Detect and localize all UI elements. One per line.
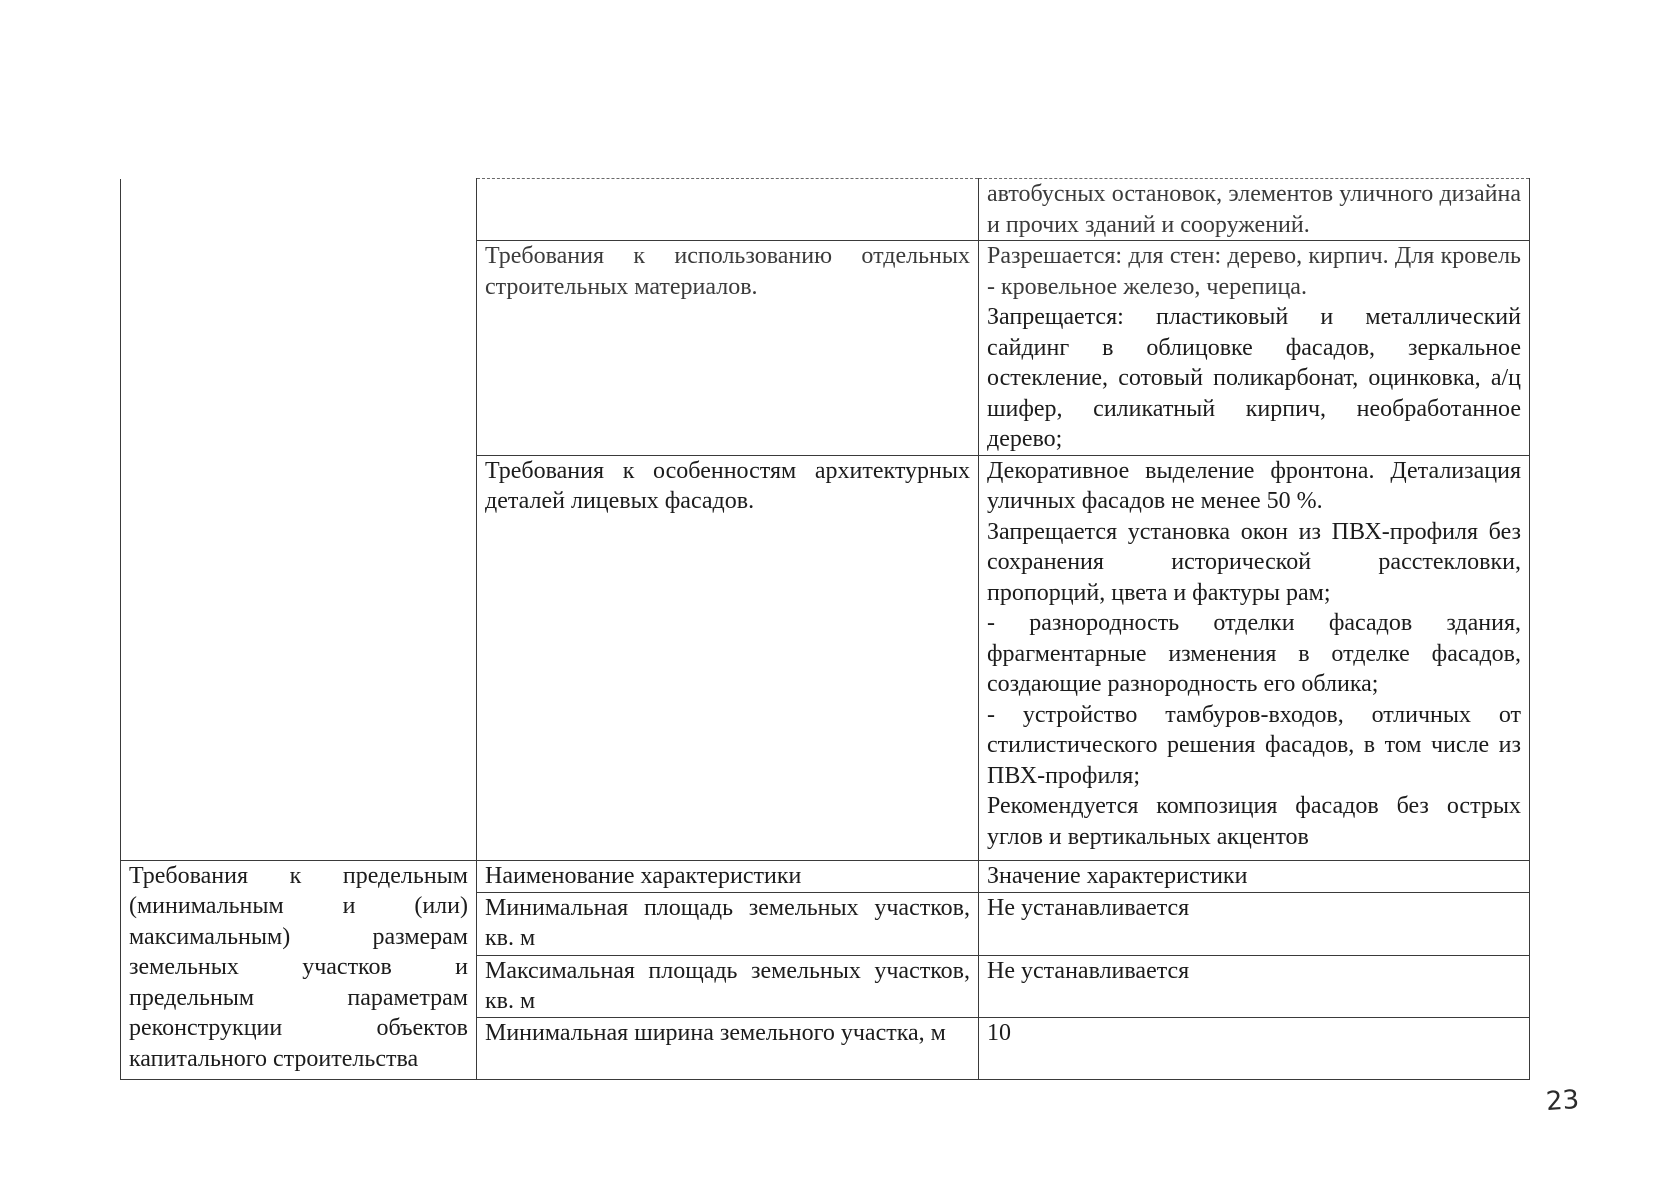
cell-text: Запрещается: пластиковый и металлический сайдинг в облицовке фасадов, зеркальное остекление, сотовый поликарбонат, оцинковка, а/ц шифер, силикатный кирпич, необработанное дерево;	[987, 304, 1521, 452]
characteristic-name: Минимальная площадь земельных участков, кв. м	[485, 894, 970, 951]
table-cell	[121, 860, 477, 1079]
cell-text: Разрешается: для стен: дерево, кирпич. Для кровель - кровельное железо, черепица.	[987, 243, 1521, 300]
table-cell	[477, 241, 979, 456]
table-cell	[477, 455, 979, 860]
table-cell	[477, 892, 979, 955]
characteristic-value: Не устанавливается	[987, 894, 1190, 921]
table-cell	[979, 179, 1530, 241]
cell-text: Требования к использованию отдельных строительных материалов.	[485, 243, 970, 300]
table-row	[121, 860, 1530, 892]
section-title: Требования к предельным (минимальным и (или) максимальным) размерам земельных участков и предельным параметрам реконструкции объектов капитального строительства	[129, 862, 468, 1072]
table-cell	[477, 1017, 979, 1079]
cell-text: - разнородность отделки фасадов здания, фрагментарные изменения в отделке фасадов, создающие разнородность его облика;	[987, 610, 1521, 697]
table-cell	[979, 455, 1530, 860]
table-cell	[979, 1017, 1530, 1079]
cell-text: Запрещается установка окон из ПВХ-профиля без сохранения исторической расстекловки, пропорций, цвета и фактуры рам;	[987, 518, 1521, 606]
cell-text: Рекомендуется композиция фасадов без острых углов и вертикальных акцентов	[987, 793, 1521, 850]
characteristic-value: 10	[987, 1019, 1011, 1046]
table-row	[121, 179, 1530, 241]
characteristic-name: Максимальная площадь земельных участков, кв. м	[485, 957, 970, 1014]
cell-text: - устройство тамбуров-входов, отличных от стилистического решения фасадов, в том числе из ПВХ-профиля;	[987, 701, 1521, 789]
table-cell	[979, 241, 1530, 456]
cell-text: Требования к особенностям архитектурных деталей лицевых фасадов.	[485, 457, 970, 514]
cell-text: Декоративное выделение фронтона. Детализация уличных фасадов не менее 50 %.	[987, 457, 1521, 514]
empty-cell	[477, 179, 979, 241]
table-cell	[477, 955, 979, 1017]
requirements-table	[120, 178, 1530, 1080]
column-header: Наименование характеристики	[477, 860, 979, 892]
page-number: 23	[1544, 1084, 1581, 1118]
characteristic-value: Не устанавливается	[987, 957, 1190, 984]
empty-cell	[121, 179, 477, 861]
characteristic-name: Минимальная ширина земельного участка, м	[485, 1019, 946, 1046]
column-header: Значение характеристики	[979, 860, 1530, 892]
table-cell	[979, 955, 1530, 1017]
table-cell	[979, 892, 1530, 955]
cell-text: автобусных остановок, элементов уличного дизайна и прочих зданий и сооружений.	[987, 181, 1521, 238]
